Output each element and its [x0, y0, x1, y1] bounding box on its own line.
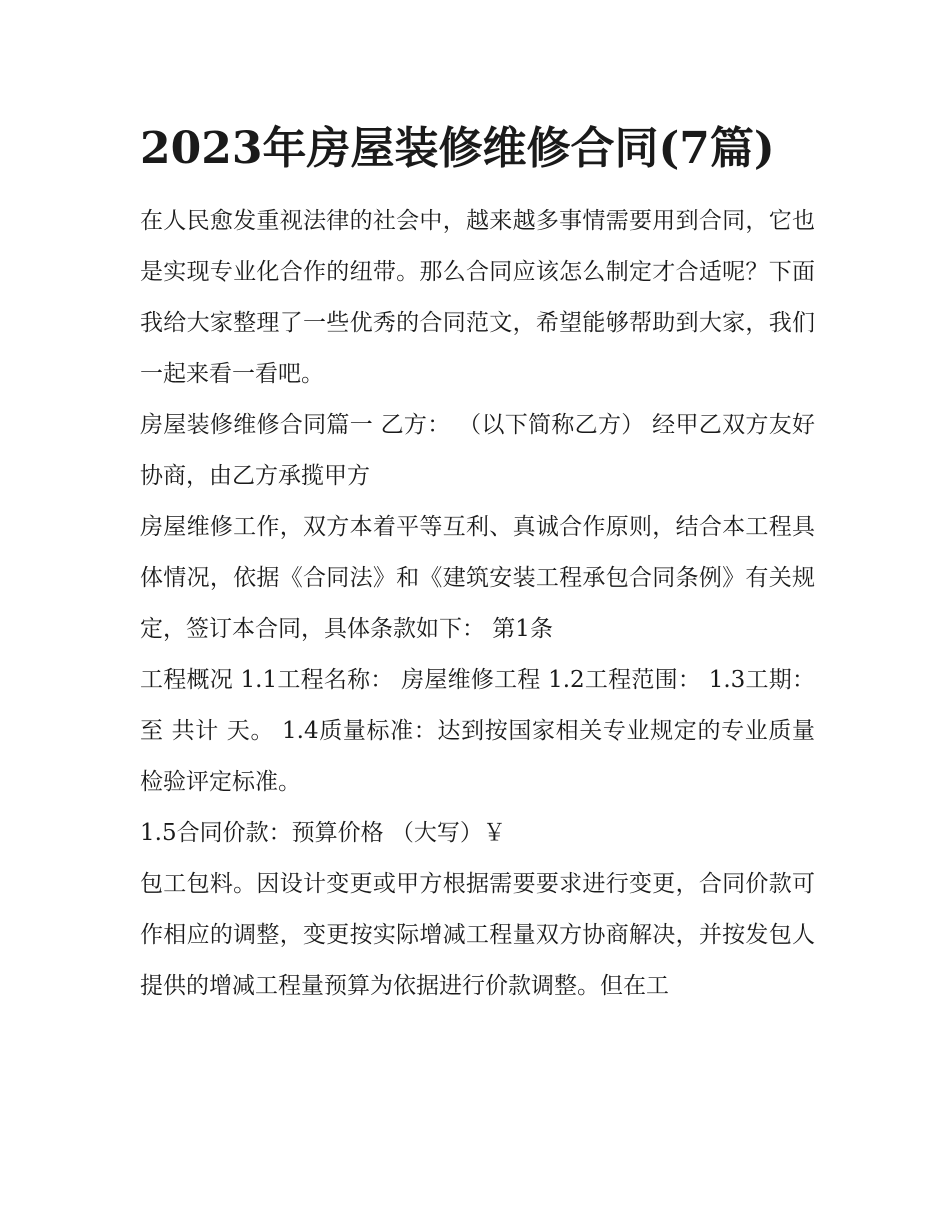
paragraph-intro: 在人民愈发重视法律的社会中，越来越多事情需要用到合同，它也是实现专业化合作的纽带。那么合同应该怎么制定才合适呢？下面我给大家整理了一些优秀的合同范文，希望能够帮助到大家，我们一起来看一看吧。	[140, 208, 815, 387]
document-title: 2023年房屋装修维修合同(7篇)	[140, 123, 775, 174]
paragraph-price-adjustment: 包工包料。因设计变更或甲方根据需要要求进行变更，合同价款可作相应的调整，变更按实际增减工程量双方协商解决，并按发包人提供的增减工程量预算为依据进行价款调整。但在工	[140, 871, 815, 999]
paragraph-project-overview: 工程概况 1.1工程名称： 房屋维修工程 1.2工程范围： 1.3工期： 至 共计 天。 1.4质量标准：达到按国家相关专业规定的专业质量检验评定标准。	[140, 667, 815, 795]
paragraph-contract-price: 1.5合同价款：预算价格 （大写）￥	[140, 820, 506, 846]
paragraph-repair-work: 房屋维修工作，双方本着平等互利、真诚合作原则，结合本工程具体情况，依据《合同法》和《建筑安装工程承包合同条例》有关规定，签订本合同，具体条款如下： 第1条	[140, 514, 815, 642]
paragraph-contract-part-one: 房屋装修维修合同篇一 乙方： （以下简称乙方） 经甲乙双方友好协商，由乙方承揽甲方	[140, 412, 815, 489]
document-body	[140, 112, 815, 1012]
